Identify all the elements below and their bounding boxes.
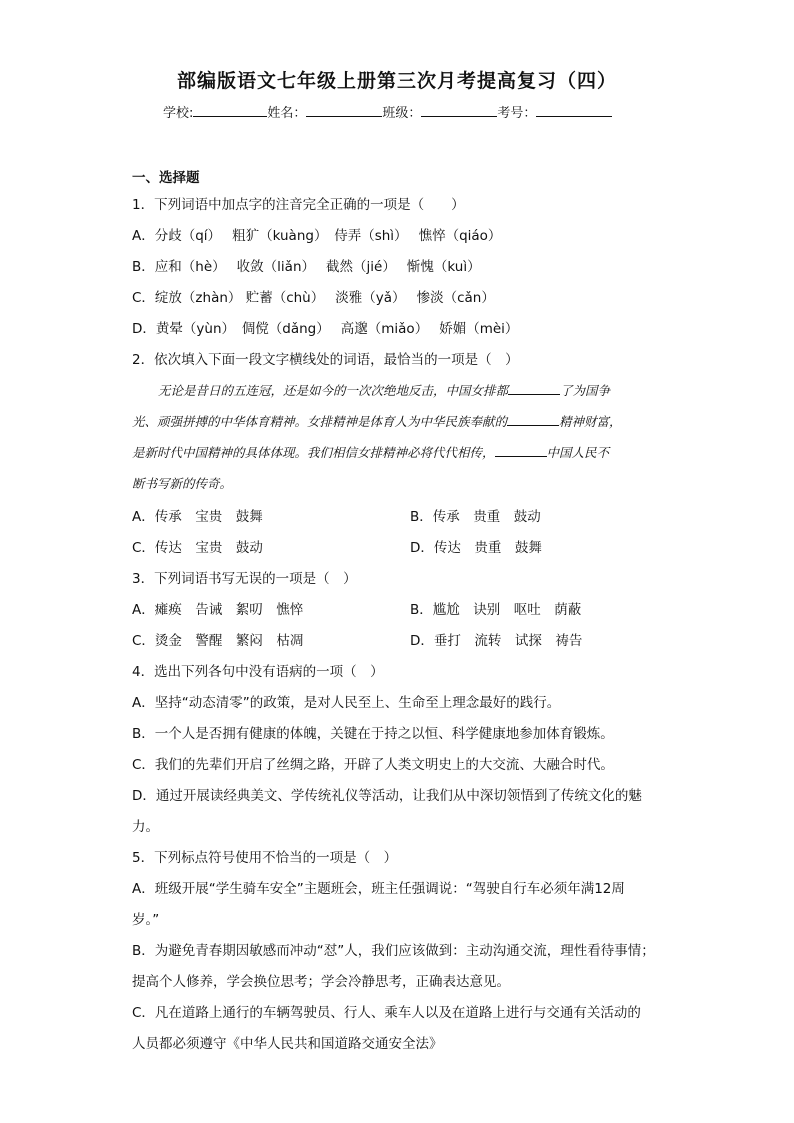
passage-line — [132, 412, 622, 430]
question-5-stem: 5．下列标点符号使用不恰当的一项是（ ） — [132, 850, 398, 866]
page-title: 部编版语文七年级上册第三次月考提高复习（四） — [176, 70, 617, 92]
passage-text: 了为国争 — [560, 383, 611, 398]
question-1-stem: 1．下列词语中加点字的注音完全正确的一项是（ ） — [132, 197, 465, 213]
name-label: 姓名： — [267, 106, 307, 121]
name-blank[interactable] — [306, 104, 382, 117]
school-label: 学校: — [163, 106, 194, 121]
question-5-option-b: B．为避免青春期因敏感而冲动“怼”人，我们应该做到：主动沟通交流，理性看待事情； — [132, 943, 655, 959]
passage-text: 中国人民不 — [546, 445, 610, 460]
question-3-option-c: C．烫金 警醒 繁闷 枯凋 — [132, 633, 304, 649]
question-1-option-a: A．分歧（qí） 粗犷（kuàng） 侍弄（shì） 憔悴（qiáo） — [132, 228, 502, 244]
student-info-line — [163, 102, 612, 121]
question-1-option-d: D．黄晕（yùn） 倜傥（dǎng） 高邈（miǎo） 娇媚（mèi） — [132, 321, 519, 337]
fill-blank-1[interactable] — [508, 383, 560, 395]
question-3-option-b: B．尴尬 诀别 呕吐 荫蔽 — [410, 602, 582, 618]
fill-blank-2[interactable] — [507, 414, 559, 426]
question-5-option-c: C．凡在道路上通行的车辆驾驶员、行人、乘车人以及在道路上进行与交通有关活动的 — [132, 1005, 641, 1021]
question-4-option-c: C．我们的先辈们开启了丝绸之路，开辟了人类文明史上的大交流、大融合时代。 — [132, 757, 614, 773]
question-2-option-a: A．传承 宝贵 鼓舞 — [132, 509, 263, 525]
question-1-option-c: C．绽放（zhàn） 贮蓄（chù） 淡雅（yǎ） 惨淡（cǎn） — [132, 290, 495, 306]
passage-text: 精神财富， — [559, 414, 622, 429]
question-4-option-d: D．通过开展读经典美文、学传统礼仪等活动，让我们从中深切领悟到了传统文化的魅 — [132, 788, 642, 804]
class-label: 班级： — [382, 106, 422, 121]
exam-no-label: 考号： — [497, 106, 537, 121]
exam-no-blank[interactable] — [536, 104, 612, 117]
question-4-option-d-cont: 力。 — [132, 819, 159, 835]
question-5-option-a-cont: 岁。” — [132, 912, 160, 928]
passage-line — [132, 443, 609, 461]
question-3-stem: 3．下列词语书写无误的一项是（ ） — [132, 571, 357, 587]
fill-blank-3[interactable] — [495, 445, 547, 457]
section-heading: 一、选择题 — [132, 170, 200, 186]
school-blank[interactable] — [193, 104, 267, 117]
question-4-stem: 4．选出下列各句中没有语病的一项（ ） — [132, 664, 384, 680]
passage-line — [158, 381, 610, 399]
question-5-option-b-cont: 提高个人修养，学会换位思考；学会冷静思考，正确表达意见。 — [132, 974, 510, 990]
passage-line — [132, 474, 232, 492]
question-2-option-c: C．传达 宝贵 鼓动 — [132, 540, 263, 556]
question-2-stem: 2．依次填入下面一段文字横线处的词语，最恰当的一项是（ ） — [132, 352, 519, 368]
question-3-option-a: A．瘫痪 告诫 絮叨 憔悴 — [132, 602, 304, 618]
passage-text: 光、顽强拼搏的中华体育精神。女排精神是体育人为中华民族奉献的 — [132, 414, 508, 429]
passage-text: 是新时代中国精神的具体体现。我们相信女排精神必将代代相传， — [132, 445, 495, 460]
question-5-option-a: A．班级开展“学生骑车安全”主题班会，班主任强调说：“驾驶自行车必须年满12周 — [132, 881, 625, 897]
question-4-option-a: A．坚持“动态清零”的政策，是对人民至上、生命至上理念最好的践行。 — [132, 695, 561, 711]
question-1-option-b: B．应和（hè） 收敛（liǎn） 截然（jié） 惭愧（kuì） — [132, 259, 481, 275]
question-2-option-d: D．传达 贵重 鼓舞 — [410, 540, 542, 556]
passage-text: 无论是昔日的五连冠，还是如今的一次次绝地反击，中国女排都 — [158, 383, 509, 398]
question-3-option-d: D．垂打 流转 试探 祷告 — [410, 633, 583, 649]
passage-text: 断书写新的传奇。 — [132, 476, 233, 491]
question-2-option-b: B．传承 贵重 鼓动 — [410, 509, 541, 525]
question-4-option-b: B．一个人是否拥有健康的体魄，关键在于持之以恒、科学健康地参加体育锻炼。 — [132, 726, 614, 742]
class-blank[interactable] — [421, 104, 497, 117]
question-5-option-c-cont: 人员都必须遵守《中华人民共和国道路交通安全法》 — [132, 1036, 443, 1052]
